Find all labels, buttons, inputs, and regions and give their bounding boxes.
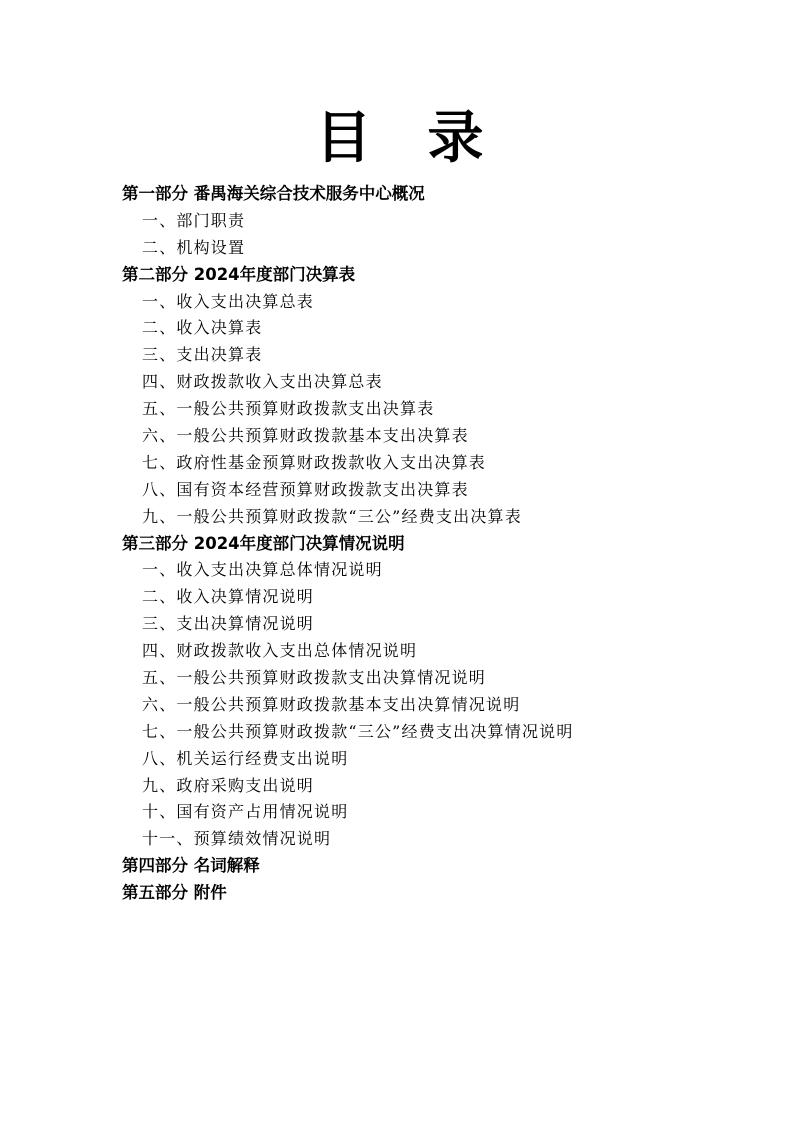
toc-part-heading: 第五部分 附件 (122, 883, 227, 903)
toc-entry: 六、一般公共预算财政拨款基本支出决算情况说明 (142, 694, 521, 714)
toc-entry: 二、收入决算表 (142, 318, 263, 338)
toc-entry: 九、政府采购支出说明 (142, 775, 315, 795)
toc-entry: 五、一般公共预算财政拨款支出决算情况说明 (142, 668, 487, 688)
toc-entry: 一、部门职责 (142, 210, 246, 230)
toc-entry: 四、财政拨款收入支出总体情况说明 (142, 641, 418, 661)
toc-entry: 二、机构设置 (142, 237, 246, 257)
page-title (0, 103, 799, 175)
toc-part-heading: 第四部分 名词解释 (122, 856, 260, 876)
toc-entry: 一、收入支出决算总表 (142, 291, 315, 311)
toc-entry: 八、机关运行经费支出说明 (142, 748, 349, 768)
toc-entry: 一、收入支出决算总体情况说明 (142, 560, 383, 580)
toc-entry: 九、一般公共预算财政拨款“三公”经费支出决算表 (142, 506, 522, 526)
toc-entry: 二、收入决算情况说明 (142, 587, 315, 607)
toc-entry: 六、一般公共预算财政拨款基本支出决算表 (142, 426, 469, 446)
title-char-2: 录 (427, 106, 484, 171)
toc-entry: 三、支出决算表 (142, 345, 263, 365)
toc-entry: 十、国有资产占用情况说明 (142, 802, 349, 822)
toc-entry: 五、一般公共预算财政拨款支出决算表 (142, 399, 435, 419)
toc-entry: 十一、预算绩效情况说明 (142, 829, 332, 849)
table-of-contents (122, 181, 762, 907)
toc-entry: 七、一般公共预算财政拨款“三公”经费支出决算情况说明 (142, 721, 574, 741)
toc-entry: 四、财政拨款收入支出决算总表 (142, 372, 383, 392)
toc-part-heading: 第二部分 2024年度部门决算表 (122, 264, 356, 284)
toc-entry: 七、政府性基金预算财政拨款收入支出决算表 (142, 452, 487, 472)
toc-entry: 八、国有资本经营预算财政拨款支出决算表 (142, 479, 469, 499)
toc-entry: 三、支出决算情况说明 (142, 614, 315, 634)
toc-part-heading: 第一部分 番禺海关综合技术服务中心概况 (122, 184, 425, 203)
toc-part-heading: 第三部分 2024年度部门决算情况说明 (122, 533, 405, 553)
title-char-1: 目 (315, 106, 372, 171)
